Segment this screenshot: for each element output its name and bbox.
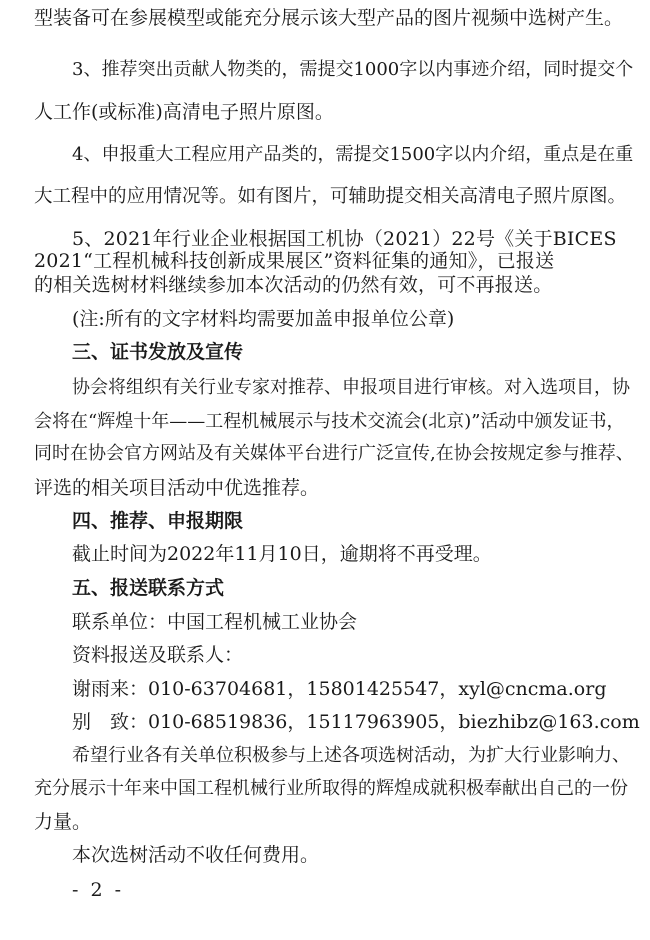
text-line: 人工作(或标准)高清电子照片原图。 — [34, 101, 334, 123]
contact-unit: 联系单位：中国工程机械工业协会 — [72, 611, 358, 633]
text-line: 同时在协会官方网站及有关媒体平台进行广泛宣传,在协会按规定参与推荐、 — [34, 443, 634, 464]
text-line: 型装备可在参展模型或能充分展示该大型产品的图片视频中选树产生。 — [34, 7, 624, 29]
text-line: 本次选树活动不收任何费用。 — [72, 844, 320, 866]
text-line: 评选的相关项目活动中优选推荐。 — [34, 477, 320, 499]
text-line: 4、申报重大工程应用产品类的，需提交1500字以内介绍，重点是在重 — [72, 144, 634, 165]
section-heading-3: 三、证书发放及宣传 — [72, 341, 244, 363]
page-number: - 2 - — [72, 879, 125, 901]
contact-person-2: 别 致：010-68519836，15117963905，biezhibz@163.com — [72, 711, 640, 733]
text-line: 力量。 — [34, 811, 92, 833]
text-line: 协会将组织有关行业专家对推荐、申报项目进行审核。对入选项目，协 — [72, 377, 630, 398]
section-heading-4: 四、推荐、申报期限 — [72, 510, 244, 532]
contact-label: 资料报送及联系人： — [72, 644, 244, 666]
text-line: 3、推荐突出贡献人物类的，需提交1000字以内事迹介绍，同时提交个 — [72, 59, 634, 80]
text-line: 的相关选树材料继续参加本次活动的仍然有效，可不再报送。 — [34, 274, 553, 296]
text-line: 2021“工程机械科技创新成果展区”资料征集的通知》，已报送 — [34, 250, 555, 272]
note-line: (注:所有的文字材料均需要加盖申报单位公章) — [72, 308, 455, 330]
text-line: 5、2021年行业企业根据国工机协（2021）22号《关于BICES — [72, 228, 617, 250]
text-line: 希望行业各有关单位积极参与上述各项选树活动，为扩大行业影响力、 — [72, 745, 630, 766]
text-line: 大工程中的应用情况等。如有图片，可辅助提交相关高清电子照片原图。 — [34, 186, 627, 207]
text-line: 充分展示十年来中国工程机械行业所取得的辉煌成就积极奉献出自己的一份 — [34, 778, 628, 799]
contact-person-1: 谢雨来：010-63704681，15801425547，xyl@cncma.org — [72, 678, 607, 700]
section-heading-5: 五、报送联系方式 — [72, 577, 225, 599]
deadline-line: 截止时间为2022年11月10日，逾期将不再受理。 — [72, 543, 492, 565]
text-line: 会将在“辉煌十年——工程机械展示与技术交流会(北京)”活动中颁发证书， — [34, 411, 625, 432]
